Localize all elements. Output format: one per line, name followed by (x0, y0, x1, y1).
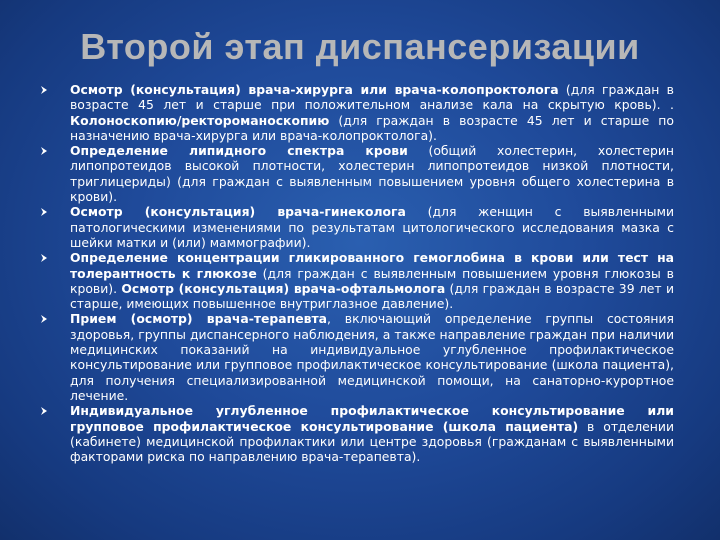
arrow-bullet-icon (40, 403, 50, 418)
list-item (40, 403, 674, 464)
list-item (40, 250, 674, 311)
bullet-list (40, 82, 674, 464)
arrow-bullet-icon (40, 143, 50, 158)
item-bold-text: Прием (осмотр) врача-терапевта (70, 311, 328, 327)
item-bold-text: Индивидуальное углубленное профилактическое консультирование или групповое профилактическое консультирование (школа пациента) (70, 403, 674, 434)
item-text: (для граждан в возрасте 45 лет и старше по назначению врача-хирурга или врача-колопроктолога). (70, 112, 674, 143)
item-bold-text: Осмотр (консультация) врача-офтальмолога (121, 280, 446, 296)
item-bold-text: Колоноскопию/ректороманоскопию (70, 112, 330, 128)
item-bold-text: Осмотр (консультация) врача-гинеколога (70, 204, 406, 220)
item-text: , включающий определение группы состояния здоровья, группы диспансерного наблюдения, а также направление граждан при наличии медицинских показаний на индивидуальное углубленное профилактическое консультирование или групповое профилактическое консультирование (школа пациента), для получения специализированной медицинской помощи, на санаторно-курортное лечение. (70, 311, 675, 403)
item-bold-text: Определение липидного спектра крови (70, 143, 408, 159)
item-text: (для женщин с выявленными патологическими изменениями по результатам цитологического исследования мазка с шейки матки и (или) маммографии). (70, 204, 674, 250)
arrow-bullet-icon (40, 82, 50, 97)
arrow-bullet-icon (40, 311, 50, 326)
list-item (40, 82, 674, 143)
arrow-bullet-icon (40, 204, 50, 219)
item-text: (для граждан в возрасте 39 лет и старше, имеющих повышенное внутриглазное давление). (70, 280, 675, 312)
item-text: (общий холестерин, холестерин липопротеидов высокой плотности, холестерин липопротеидов низкой плотности, триглицериды) (для граждан с выявленным повышением уровня общего холестерина в крови). (70, 143, 674, 205)
item-text: в отделении (кабинете) медицинской профилактики или центре здоровья (гражданам с выявленными факторами риска по направлению врача-терапевта). (70, 418, 674, 465)
arrow-bullet-icon (40, 250, 50, 265)
item-text: (для граждан в возрасте 45 лет и старше при положительном анализе кала на скрытую кровь). . (70, 82, 674, 113)
list-item (40, 143, 674, 204)
list-item (40, 311, 674, 403)
item-bold-text: Осмотр (консультация) врача-хирурга или врача-колопроктолога (70, 82, 559, 97)
list-item (40, 204, 674, 250)
item-bold-text: Определение концентрации гликированного гемоглобина в крови или тест на толерантность к глюкозе (70, 250, 674, 281)
item-text: (для граждан с выявленным повышением уровня глюкозы в крови). (70, 265, 674, 296)
slide-title: Второй этап диспансеризации (80, 26, 640, 67)
